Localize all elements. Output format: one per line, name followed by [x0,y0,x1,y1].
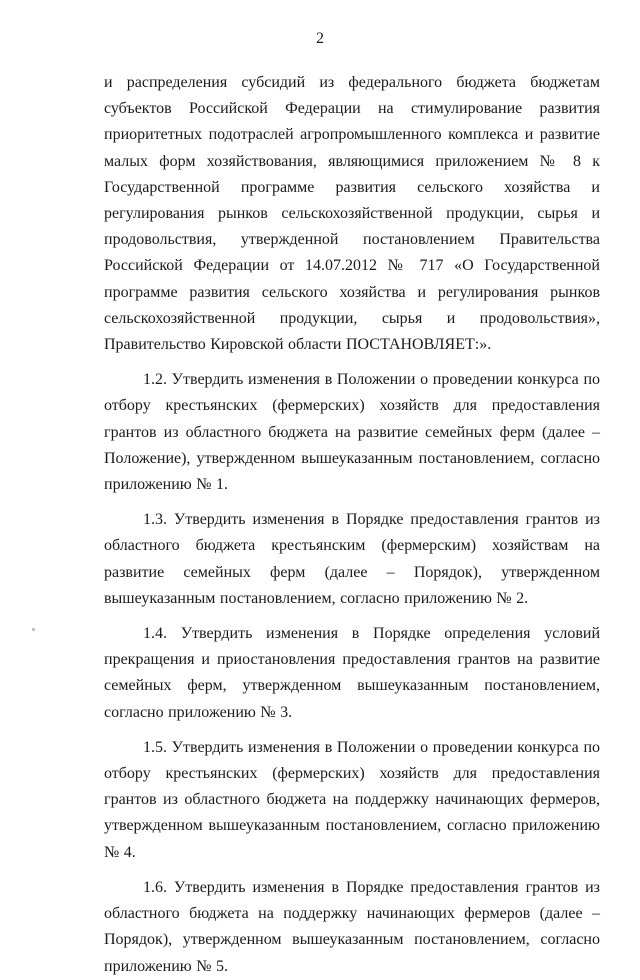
intro-paragraph: и распределения субсидий из федерального бюджета бюджетам субъектов Российской Федерации на стимулирование развития приоритетных подотраслей агропромышленного комплекса и развитие малых форм хозяйствования, являющимися приложением № 8 к Государственной программе развития сельского хозяйства и регулирования рынков сельскохозяйственной продукции, сырья и продовольствия, утвержденной постановлением Правительства Российской Федерации от 14.07.2012 № 717 «О Государственной программе развития сельского хозяйства и регулирования рынков сельскохозяйственной продукции, сырья и продовольствия», Правительство Кировской области ПОСТАНОВЛЯЕТ:». [104,74,600,354]
item-1-2-paragraph: 1.2. Утвердить изменения в Положении о проведении конкурса по отбору крестьянских (фермерских) хозяйств для предоставления грантов из областного бюджета на развитие семейных ферм (далее – Положение), утвержденном вышеуказанным постановлением, согласно приложению № 1. [104,371,600,494]
item-1-4-paragraph: 1.4. Утвердить изменения в Порядке определения условий прекращения и приостановления предоставления грантов на развитие семейных ферм, утвержденном вышеуказанным постановлением, согласно приложению № 3. [104,625,600,721]
item-1-5-paragraph: 1.5. Утвердить изменения в Положении о проведении конкурса по отбору крестьянских (фермерских) хозяйств для предоставления грантов из областного бюджета на поддержку начинающих фермеров, утвержденном вышеуказанным постановлением, согласно приложению № 4. [104,738,600,861]
item-1-3-paragraph: 1.3. Утвердить изменения в Порядке предоставления грантов из областного бюджета крестьянским (фермерским) хозяйствам на развитие семейных ферм (далее – Порядок), утвержденном вышеуказанным постановлением, согласно приложению № 2. [104,511,600,607]
page-number: 2 [316,30,324,47]
scan-speck [32,628,35,631]
item-1-6-paragraph: 1.6. Утвердить изменения в Порядке предоставления грантов из областного бюджета на поддержку начинающих фермеров (далее – Порядок), утвержденном вышеуказанным постановлением, согласно приложению № 5. [104,878,600,975]
document-body [104,70,600,980]
